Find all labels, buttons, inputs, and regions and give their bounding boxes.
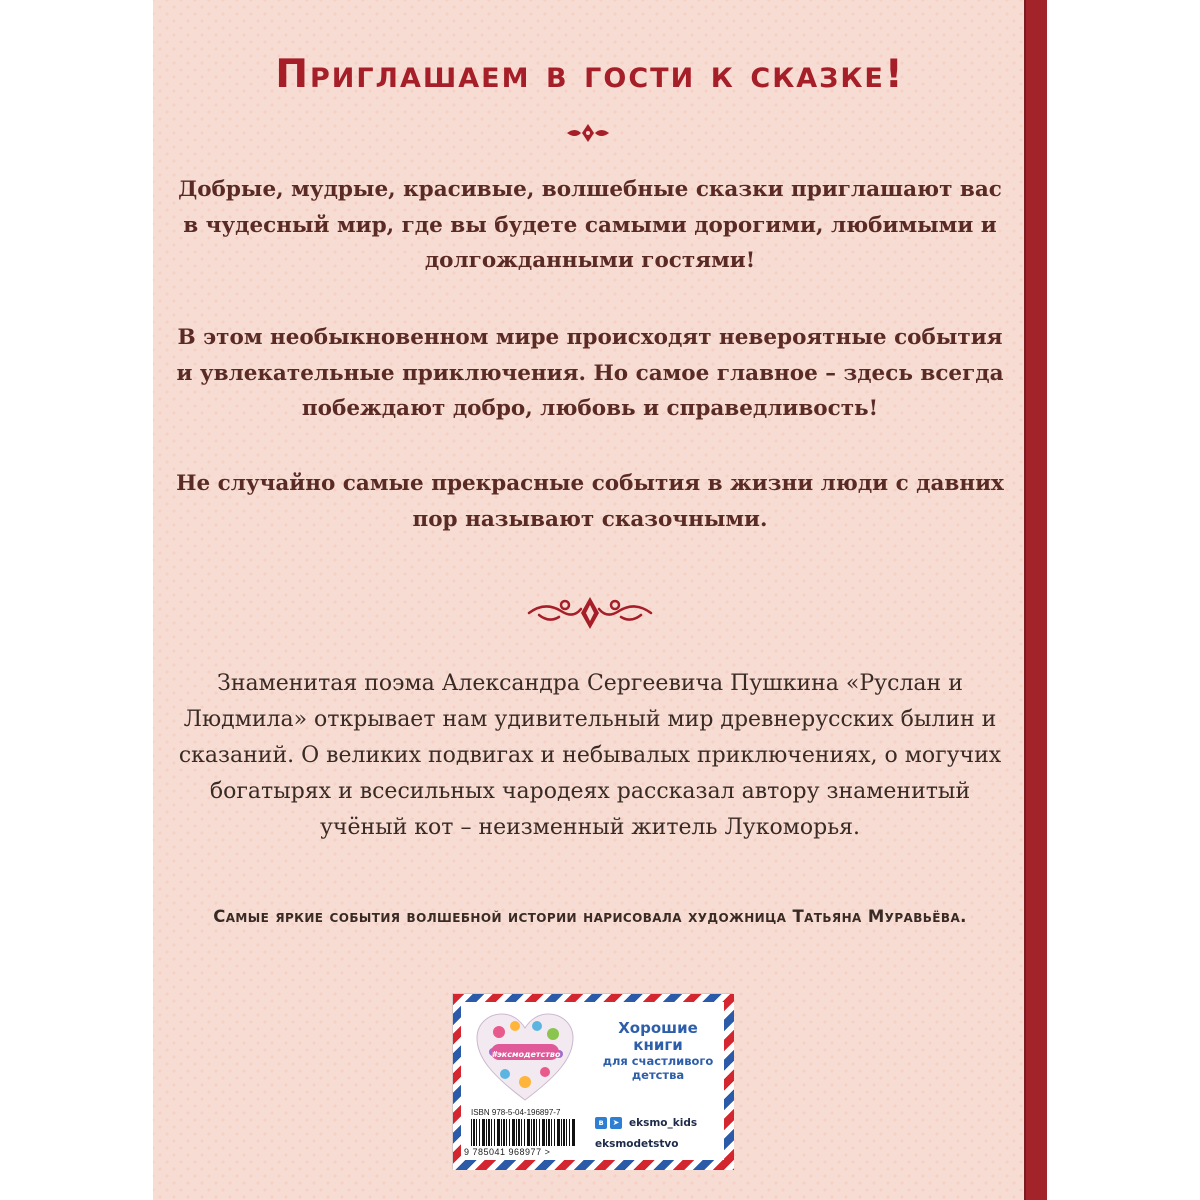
small-ornament-icon — [565, 122, 611, 144]
site-handle: eksmodetstvo — [595, 1138, 679, 1150]
telegram-icon: ➤ — [610, 1117, 622, 1129]
social-handle: eksmo_kids — [629, 1117, 698, 1129]
slogan-line-4: детства — [631, 1068, 685, 1082]
slogan-line-1: Хорошие — [618, 1019, 698, 1037]
barcode — [471, 1119, 576, 1146]
vk-icon: в — [595, 1117, 607, 1129]
intro-paragraph-1: Добрые, мудрые, красивые, волшебные сказки приглашают вас в чудесный мир, где вы будете самыми дорогими, любимыми и долгожданными гостями! — [178, 177, 1002, 273]
page-title: Приглашаем в гости к сказке! — [275, 52, 905, 97]
sticker-content — [461, 1002, 724, 1160]
slogan — [595, 1020, 721, 1082]
slogan-line-3: для счастливого — [602, 1054, 714, 1068]
book-description: Знаменитая поэма Александра Сергеевича Пушкина «Руслан и Людмила» открывает нам удивительный мир древнерусских былин и сказаний. О великих подвигах и небывалых приключениях, о могучих богатырях и всесильных чародеях рассказал автору знаменитый учёный кот – неизменный житель Лукоморья. — [178, 671, 1002, 840]
intro-paragraph-3: Не случайно самые прекрасные события в жизни люди с давних пор называют сказочными. — [176, 471, 1004, 532]
publisher-sticker — [452, 993, 733, 1169]
isbn-label: ISBN 978-5-04-196897-7 — [471, 1108, 561, 1117]
illustrator-credit: Самые яркие события волшебной истории нарисовала художница Татьяна Муравьёва. — [213, 907, 967, 926]
hashtag-label: #эксмодетство — [491, 1050, 561, 1059]
scroll-ornament-icon — [525, 593, 655, 633]
intro-paragraph-2: В этом необыкновенном мире происходят невероятные события и увлекательные приключения. Но самое главное – здесь всегда побеждают добро, любовь и справедливость! — [176, 325, 1004, 421]
book-spine — [1026, 0, 1047, 1200]
social-row — [595, 1115, 697, 1131]
slogan-line-2: книги — [633, 1036, 683, 1054]
barcode-number: 9 785041 968977 > — [464, 1147, 551, 1157]
